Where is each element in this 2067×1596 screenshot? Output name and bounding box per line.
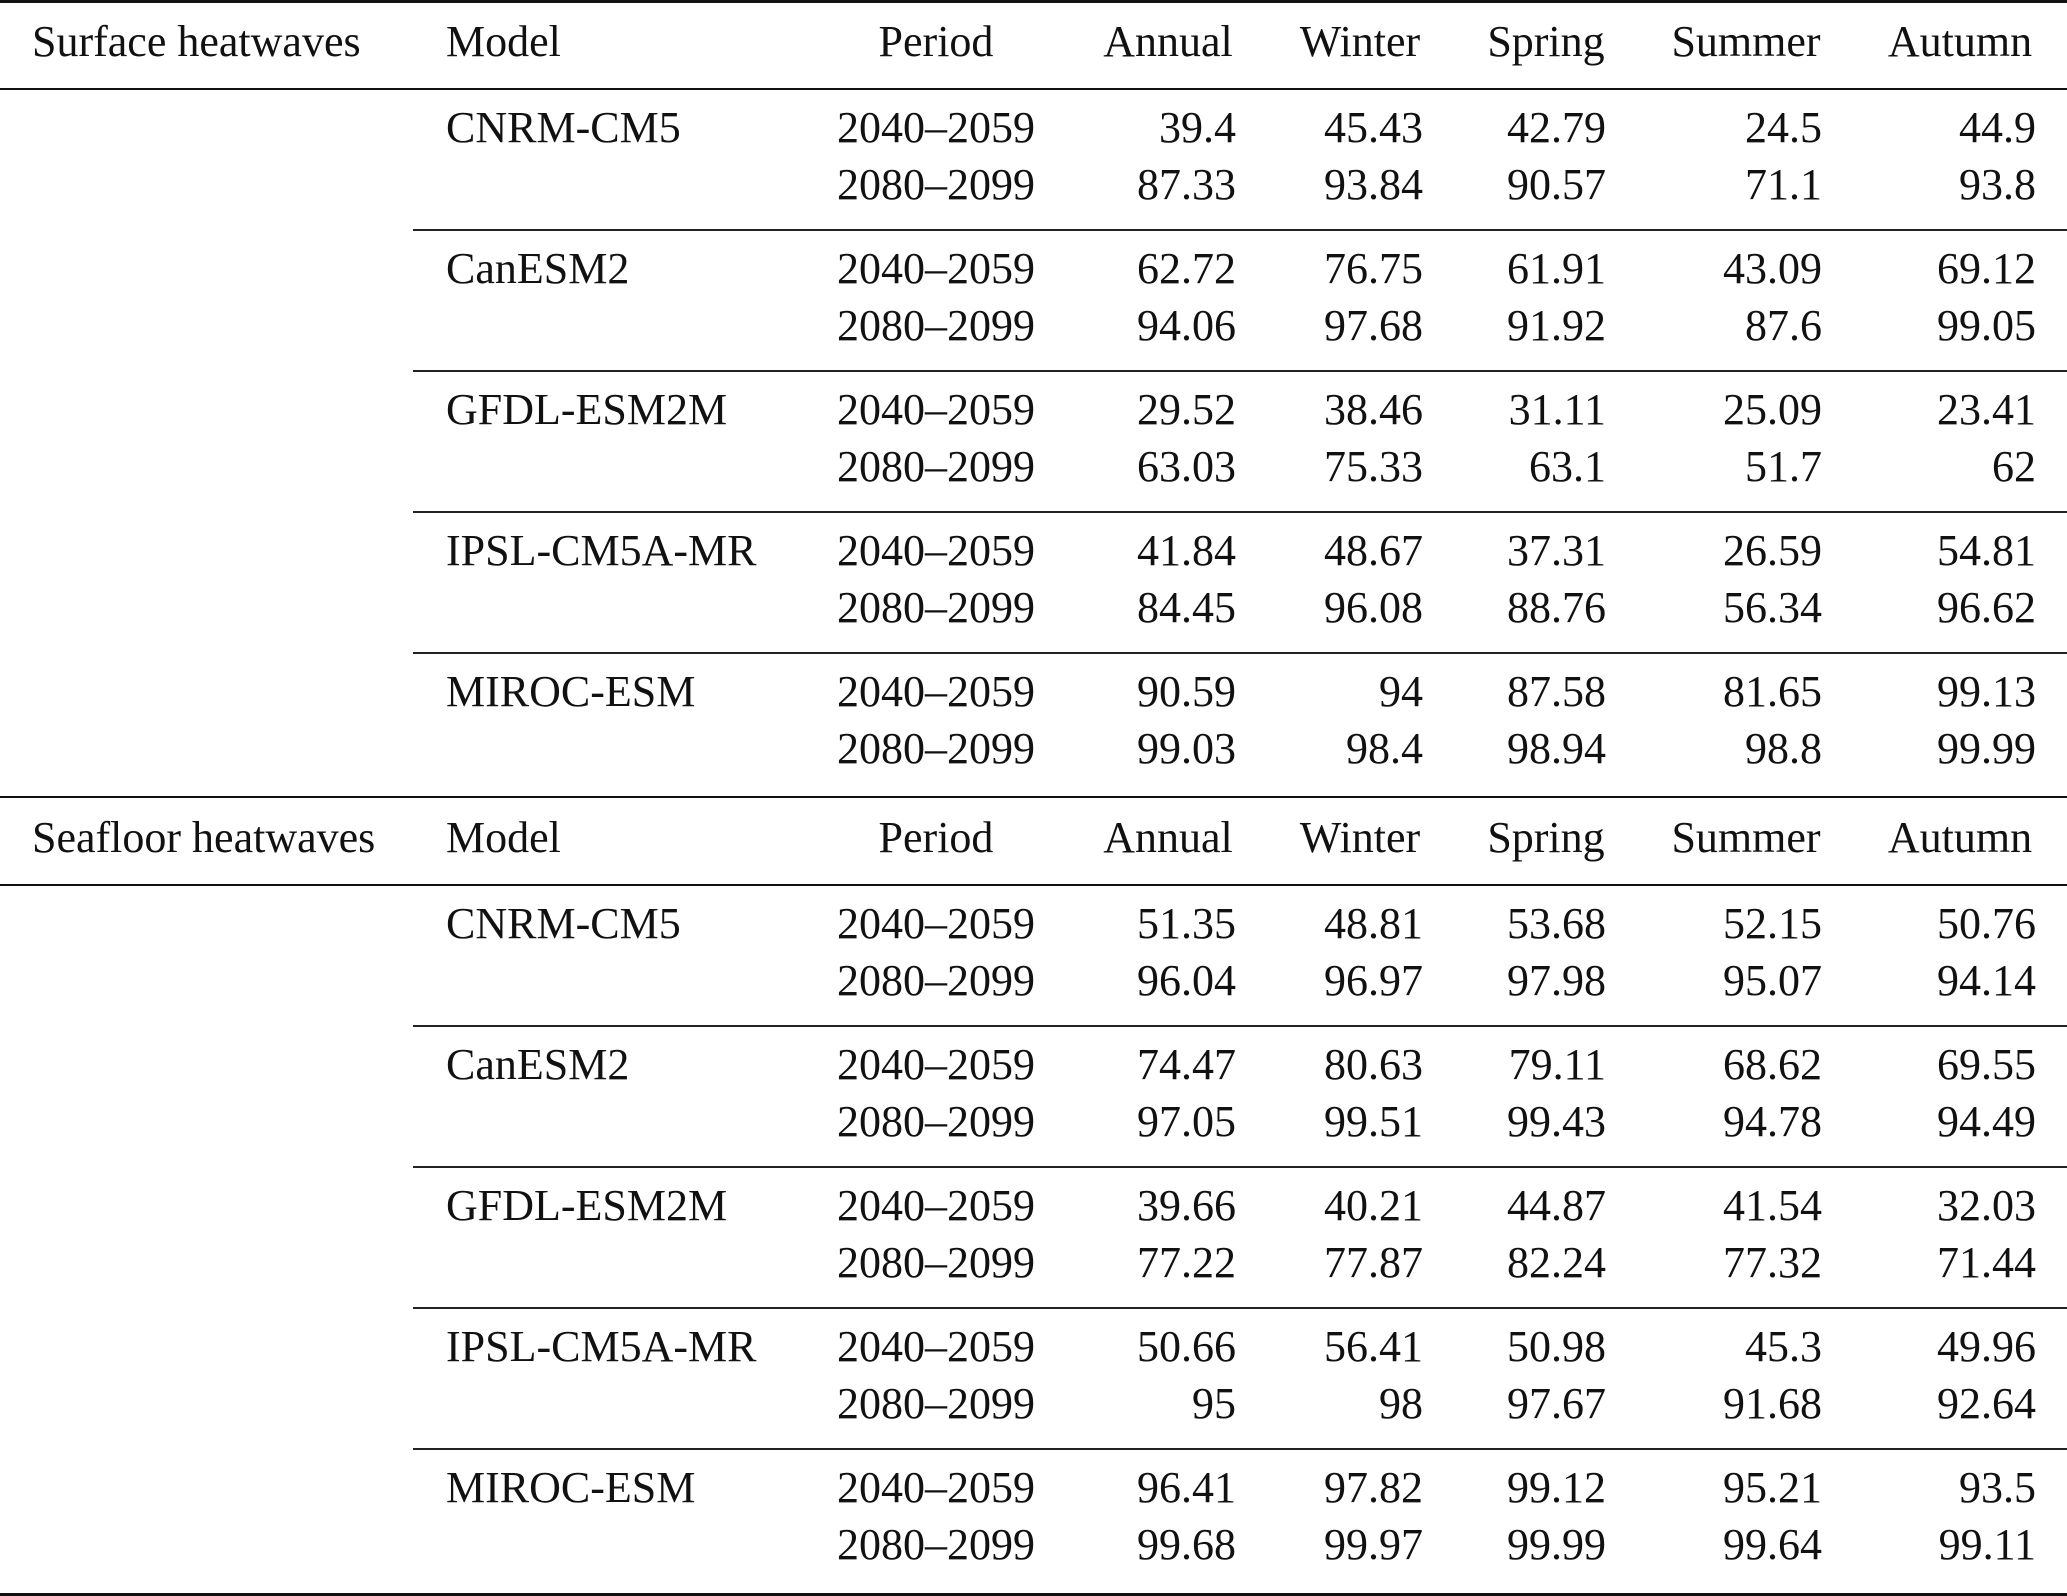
value-cell-autumn: 94.14 <box>1937 956 2036 1005</box>
value-cell-winter: 97.82 <box>1324 1463 1423 1512</box>
period-cell: 2080–2099 <box>837 583 1035 632</box>
value-cell-winter: 38.46 <box>1324 385 1423 434</box>
value-cell-summer: 25.09 <box>1723 385 1822 434</box>
value-cell-winter: 76.75 <box>1324 244 1423 293</box>
model-name: CNRM-CM5 <box>446 899 681 948</box>
value-cell-spring: 98.94 <box>1507 724 1606 773</box>
value-cell-winter: 97.68 <box>1324 301 1423 350</box>
column-header-model: Model <box>446 17 561 66</box>
value-cell-winter: 77.87 <box>1324 1238 1423 1287</box>
value-cell-spring: 31.11 <box>1508 385 1606 434</box>
value-cell-winter: 94 <box>1379 667 1423 716</box>
value-cell-winter: 48.67 <box>1324 526 1423 575</box>
value-cell-spring: 82.24 <box>1507 1238 1606 1287</box>
value-cell-annual: 50.66 <box>1137 1322 1236 1371</box>
value-cell-autumn: 93.5 <box>1959 1463 2036 1512</box>
value-cell-winter: 98 <box>1379 1379 1423 1428</box>
column-header-autumn: Autumn <box>1887 17 2033 66</box>
column-header-summer: Summer <box>1671 17 1821 66</box>
period-cell: 2040–2059 <box>837 1040 1035 1089</box>
value-cell-autumn: 92.64 <box>1937 1379 2036 1428</box>
model-name: MIROC-ESM <box>446 1463 696 1512</box>
model-name: GFDL-ESM2M <box>446 1181 728 1230</box>
value-cell-annual: 39.66 <box>1137 1181 1236 1230</box>
value-cell-annual: 62.72 <box>1137 244 1236 293</box>
value-cell-autumn: 99.05 <box>1937 301 2036 350</box>
period-cell: 2080–2099 <box>837 1097 1035 1146</box>
value-cell-autumn: 93.8 <box>1959 160 2036 209</box>
section-title: Seafloor heatwaves <box>32 813 376 862</box>
period-cell: 2040–2059 <box>837 244 1035 293</box>
model-separator-rule <box>413 1307 2067 1309</box>
period-cell: 2040–2059 <box>837 385 1035 434</box>
value-cell-autumn: 69.55 <box>1937 1040 2036 1089</box>
value-cell-annual: 96.04 <box>1137 956 1236 1005</box>
value-cell-annual: 63.03 <box>1137 442 1236 491</box>
model-name: MIROC-ESM <box>446 667 696 716</box>
column-header-annual: Annual <box>1103 17 1233 66</box>
value-cell-winter: 99.97 <box>1324 1520 1423 1569</box>
value-cell-summer: 91.68 <box>1723 1379 1822 1428</box>
value-cell-spring: 44.87 <box>1507 1181 1606 1230</box>
value-cell-annual: 90.59 <box>1137 667 1236 716</box>
value-cell-autumn: 96.62 <box>1937 583 2036 632</box>
column-header-summer: Summer <box>1671 813 1821 862</box>
column-header-winter: Winter <box>1299 813 1421 862</box>
model-separator-rule <box>413 652 2067 654</box>
period-cell: 2080–2099 <box>837 956 1035 1005</box>
value-cell-annual: 29.52 <box>1137 385 1236 434</box>
value-cell-spring: 50.98 <box>1507 1322 1606 1371</box>
column-header-autumn: Autumn <box>1887 813 2033 862</box>
value-cell-spring: 97.67 <box>1507 1379 1606 1428</box>
value-cell-autumn: 99.99 <box>1937 724 2036 773</box>
period-cell: 2040–2059 <box>837 103 1035 152</box>
period-cell: 2080–2099 <box>837 1238 1035 1287</box>
model-separator-rule <box>413 229 2067 231</box>
value-cell-annual: 99.03 <box>1137 724 1236 773</box>
model-name: GFDL-ESM2M <box>446 385 728 434</box>
value-cell-annual: 74.47 <box>1137 1040 1236 1089</box>
value-cell-spring: 88.76 <box>1507 583 1606 632</box>
period-cell: 2080–2099 <box>837 301 1035 350</box>
value-cell-annual: 77.22 <box>1137 1238 1236 1287</box>
value-cell-spring: 90.57 <box>1507 160 1606 209</box>
value-cell-autumn: 32.03 <box>1937 1181 2036 1230</box>
value-cell-autumn: 94.49 <box>1937 1097 2036 1146</box>
value-cell-spring: 63.1 <box>1529 442 1606 491</box>
value-cell-annual: 96.41 <box>1137 1463 1236 1512</box>
value-cell-autumn: 62 <box>1992 442 2036 491</box>
value-cell-summer: 68.62 <box>1723 1040 1822 1089</box>
value-cell-annual: 95 <box>1192 1379 1236 1428</box>
value-cell-spring: 61.91 <box>1507 244 1606 293</box>
value-cell-summer: 24.5 <box>1745 103 1822 152</box>
period-cell: 2080–2099 <box>837 442 1035 491</box>
period-cell: 2040–2059 <box>837 899 1035 948</box>
value-cell-annual: 87.33 <box>1137 160 1236 209</box>
value-cell-spring: 99.43 <box>1507 1097 1606 1146</box>
value-cell-summer: 98.8 <box>1745 724 1822 773</box>
value-cell-annual: 97.05 <box>1137 1097 1236 1146</box>
value-cell-winter: 93.84 <box>1324 160 1423 209</box>
value-cell-autumn: 49.96 <box>1937 1322 2036 1371</box>
model-name: CanESM2 <box>446 244 630 293</box>
period-cell: 2080–2099 <box>837 160 1035 209</box>
value-cell-winter: 56.41 <box>1324 1322 1423 1371</box>
value-cell-summer: 41.54 <box>1723 1181 1822 1230</box>
model-name: IPSL-CM5A-MR <box>446 1322 757 1371</box>
period-cell: 2080–2099 <box>837 1379 1035 1428</box>
value-cell-autumn: 99.13 <box>1937 667 2036 716</box>
value-cell-spring: 42.79 <box>1507 103 1606 152</box>
value-cell-summer: 95.07 <box>1723 956 1822 1005</box>
value-cell-autumn: 44.9 <box>1959 103 2036 152</box>
period-cell: 2040–2059 <box>837 526 1035 575</box>
model-name: CNRM-CM5 <box>446 103 681 152</box>
column-header-annual: Annual <box>1103 813 1233 862</box>
value-cell-summer: 43.09 <box>1723 244 1822 293</box>
period-cell: 2040–2059 <box>837 667 1035 716</box>
value-cell-annual: 94.06 <box>1137 301 1236 350</box>
value-cell-winter: 48.81 <box>1324 899 1423 948</box>
value-cell-summer: 52.15 <box>1723 899 1822 948</box>
model-name: IPSL-CM5A-MR <box>446 526 757 575</box>
period-cell: 2040–2059 <box>837 1322 1035 1371</box>
value-cell-annual: 99.68 <box>1137 1520 1236 1569</box>
value-cell-summer: 77.32 <box>1723 1238 1822 1287</box>
value-cell-autumn: 99.11 <box>1938 1520 2036 1569</box>
model-separator-rule <box>413 1025 2067 1027</box>
value-cell-spring: 99.12 <box>1507 1463 1606 1512</box>
value-cell-spring: 87.58 <box>1507 667 1606 716</box>
header-bottom-rule <box>0 88 2067 90</box>
value-cell-summer: 56.34 <box>1723 583 1822 632</box>
value-cell-winter: 99.51 <box>1324 1097 1423 1146</box>
value-cell-summer: 51.7 <box>1745 442 1822 491</box>
period-cell: 2040–2059 <box>837 1463 1035 1512</box>
model-name: CanESM2 <box>446 1040 630 1089</box>
value-cell-summer: 81.65 <box>1723 667 1822 716</box>
value-cell-annual: 51.35 <box>1137 899 1236 948</box>
value-cell-annual: 84.45 <box>1137 583 1236 632</box>
header-bottom-rule <box>0 884 2067 886</box>
value-cell-winter: 96.08 <box>1324 583 1423 632</box>
value-cell-autumn: 69.12 <box>1937 244 2036 293</box>
column-header-period: Period <box>878 17 994 66</box>
value-cell-winter: 96.97 <box>1324 956 1423 1005</box>
model-separator-rule <box>413 511 2067 513</box>
value-cell-spring: 37.31 <box>1507 526 1606 575</box>
header-top-rule <box>0 0 2067 3</box>
value-cell-winter: 75.33 <box>1324 442 1423 491</box>
value-cell-spring: 91.92 <box>1507 301 1606 350</box>
value-cell-summer: 26.59 <box>1723 526 1822 575</box>
value-cell-spring: 79.11 <box>1508 1040 1606 1089</box>
value-cell-winter: 40.21 <box>1324 1181 1423 1230</box>
model-separator-rule <box>413 1166 2067 1168</box>
value-cell-autumn: 23.41 <box>1937 385 2036 434</box>
section-title: Surface heatwaves <box>32 17 361 66</box>
value-cell-annual: 39.4 <box>1159 103 1236 152</box>
value-cell-annual: 41.84 <box>1137 526 1236 575</box>
value-cell-spring: 53.68 <box>1507 899 1606 948</box>
value-cell-summer: 94.78 <box>1723 1097 1822 1146</box>
value-cell-summer: 87.6 <box>1745 301 1822 350</box>
value-cell-spring: 97.98 <box>1507 956 1606 1005</box>
value-cell-autumn: 50.76 <box>1937 899 2036 948</box>
period-cell: 2040–2059 <box>837 1181 1035 1230</box>
value-cell-autumn: 54.81 <box>1937 526 2036 575</box>
period-cell: 2080–2099 <box>837 724 1035 773</box>
column-header-period: Period <box>878 813 994 862</box>
value-cell-summer: 45.3 <box>1745 1322 1822 1371</box>
value-cell-autumn: 71.44 <box>1937 1238 2036 1287</box>
column-header-winter: Winter <box>1299 17 1421 66</box>
value-cell-winter: 80.63 <box>1324 1040 1423 1089</box>
value-cell-winter: 98.4 <box>1346 724 1423 773</box>
value-cell-summer: 95.21 <box>1723 1463 1822 1512</box>
value-cell-summer: 71.1 <box>1745 160 1822 209</box>
value-cell-winter: 45.43 <box>1324 103 1423 152</box>
value-cell-spring: 99.99 <box>1507 1520 1606 1569</box>
column-header-spring: Spring <box>1487 17 1605 66</box>
model-separator-rule <box>413 1448 2067 1450</box>
value-cell-summer: 99.64 <box>1723 1520 1822 1569</box>
column-header-spring: Spring <box>1487 813 1605 862</box>
header-top-rule <box>0 796 2067 798</box>
period-cell: 2080–2099 <box>837 1520 1035 1569</box>
column-header-model: Model <box>446 813 561 862</box>
model-separator-rule <box>413 370 2067 372</box>
